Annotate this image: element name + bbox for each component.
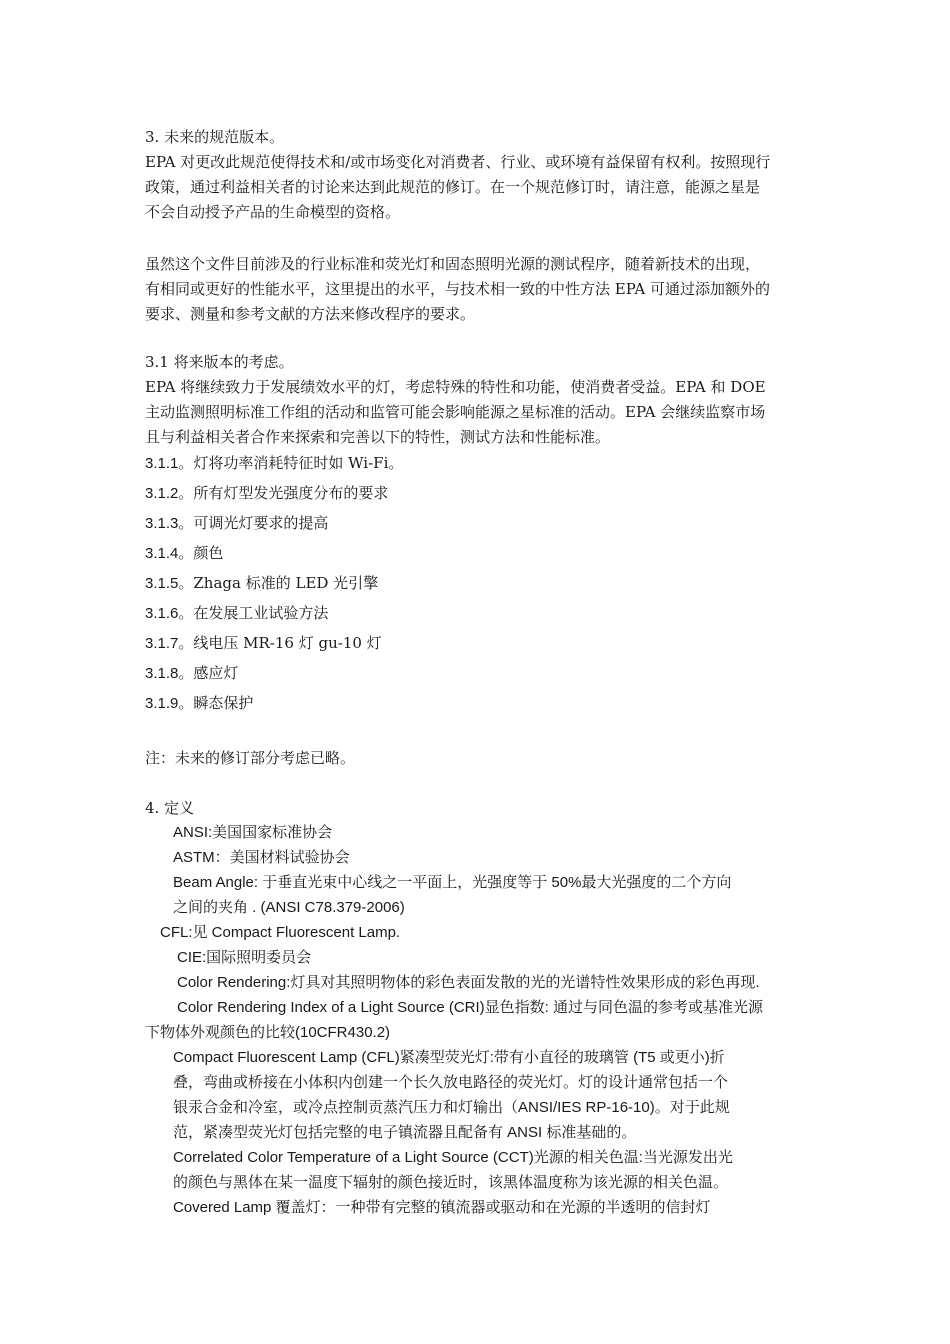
section-3-para1-line3: 不会自动授予产品的生命模型的资格。 <box>145 203 401 221</box>
list-item <box>145 541 223 566</box>
list-item-text: 在发展工业试验方法 <box>193 604 329 622</box>
list-item-text: 感应灯 <box>193 664 239 682</box>
definition-ansi: ANSI:美国国家标准协会 <box>173 824 333 841</box>
list-item-number: 3.1.5。 <box>145 575 194 592</box>
list-item-number: 3.1.3。 <box>145 515 194 532</box>
list-item-number: 3.1.7。 <box>145 635 194 652</box>
list-item <box>145 691 253 716</box>
section-3-heading: 3. 未来的规范版本。 <box>145 128 285 146</box>
list-item-text: 所有灯型发光强度分布的要求 <box>193 484 389 502</box>
section-3-1-note: 注：未来的修订部分考虑已略。 <box>145 749 356 767</box>
definition-compact-fluorescent-line1: Compact Fluorescent Lamp (CFL)紧凑型荧光灯:带有小直径的玻璃管 (T5 或更小)折 <box>173 1049 725 1066</box>
definition-cie: CIE:国际照明委员会 <box>177 949 312 966</box>
section-3-1-para-line1: EPA 将继续致力于发展绩效水平的灯，考虑特殊的特性和功能，使消费者受益。EPA 和 DOE <box>145 378 766 396</box>
list-item-text: 灯将功率消耗特征时如 Wi-Fi。 <box>193 454 404 472</box>
definition-beam-angle-line1: Beam Angle: 于垂直光束中心线之一平面上，光强度等于 50%最大光强度的二个方向 <box>173 874 732 891</box>
definition-cfl: CFL:见 Compact Fluorescent Lamp. <box>160 924 401 941</box>
section-3-para2-line1: 虽然这个文件目前涉及的行业标准和荧光灯和固态照明光源的测试程序，随着新技术的出现， <box>145 255 761 273</box>
list-item-number: 3.1.6。 <box>145 605 194 622</box>
list-item <box>145 571 378 596</box>
definition-cct-line2: 的颜色与黑体在某一温度下辐射的颜色接近时，该黑体温度称为该光源的相关色温。 <box>173 1174 729 1191</box>
list-item <box>145 481 388 506</box>
list-item-number: 3.1.1。 <box>145 455 194 472</box>
section-3-1-para-line2: 主动监测照明标准工作组的活动和监管可能会影响能源之星标准的活动。EPA 会继续监察市场 <box>145 403 766 421</box>
list-item-text: 线电压 MR-16 灯 gu-10 灯 <box>193 634 382 652</box>
list-item <box>145 631 382 656</box>
list-item-number: 3.1.4。 <box>145 545 194 562</box>
definition-compact-fluorescent-line2: 叠，弯曲或桥接在小体积内创建一个长久放电路径的荧光灯。灯的设计通常包括一个 <box>173 1074 729 1091</box>
definition-compact-fluorescent-line4: 范，紧凑型荧光灯包括完整的电子镇流器且配备有 ANSI 标准基础的。 <box>173 1124 637 1141</box>
list-item <box>145 661 238 686</box>
list-item <box>145 451 403 476</box>
definition-color-rendering: Color Rendering:灯具对其照明物体的彩色表面发散的光的光谱特性效果形成的彩色再现. <box>177 974 760 991</box>
section-3-para2-line3: 要求、测量和参考文献的方法来修改程序的要求。 <box>145 305 476 323</box>
section-3-1-heading: 3.1 将来版本的考虑。 <box>145 353 294 371</box>
section-3-para1-line1: EPA 对更改此规范使得技术和/或市场变化对消费者、行业、或环境有益保留有权利。按照现行 <box>145 153 771 171</box>
list-item-number: 3.1.2。 <box>145 485 194 502</box>
section-4-heading: 4. 定义 <box>145 799 195 817</box>
list-item-text: Zhaga 标准的 LED 光引擎 <box>193 574 379 592</box>
list-item <box>145 601 328 626</box>
section-3-1-para-line3: 且与利益相关者合作来探索和完善以下的特性，测试方法和性能标准。 <box>145 428 611 446</box>
definition-covered-lamp: Covered Lamp 覆盖灯：一种带有完整的镇流器或驱动和在光源的半透明的信封灯 <box>173 1199 711 1216</box>
definition-beam-angle-line2: 之间的夹角 . (ANSI C78.379-2006) <box>173 899 405 916</box>
list-item-number: 3.1.9。 <box>145 695 194 712</box>
list-item-text: 可调光灯要求的提高 <box>193 514 329 532</box>
definition-cri-line2: 下物体外观颜色的比较(10CFR430.2) <box>145 1024 391 1041</box>
section-3-para2-line2: 有相同或更好的性能水平，这里提出的水平，与技术相一致的中性方法 EPA 可通过添加额外的 <box>145 280 771 298</box>
list-item-text: 颜色 <box>193 544 224 562</box>
list-item-number: 3.1.8。 <box>145 665 194 682</box>
definition-cct-line1: Correlated Color Temperature of a Light Source (CCT)光源的相关色温:当光源发出光 <box>173 1149 733 1166</box>
definition-compact-fluorescent-line3: 银汞合金和冷室，或冷点控制贡蒸汽压力和灯输出（ANSI/IES RP-16-10)。对于此规 <box>173 1099 730 1116</box>
definition-cri-line1: Color Rendering Index of a Light Source (CRI)显色指数: 通过与同色温的参考或基准光源 <box>177 999 763 1016</box>
list-item-text: 瞬态保护 <box>193 694 254 712</box>
definition-astm: ASTM：美国材料试验协会 <box>173 849 350 866</box>
section-3-para1-line2: 政策，通过利益相关者的讨论来达到此规范的修订。在一个规范修订时，请注意，能源之星是 <box>145 178 761 196</box>
list-item <box>145 511 328 536</box>
